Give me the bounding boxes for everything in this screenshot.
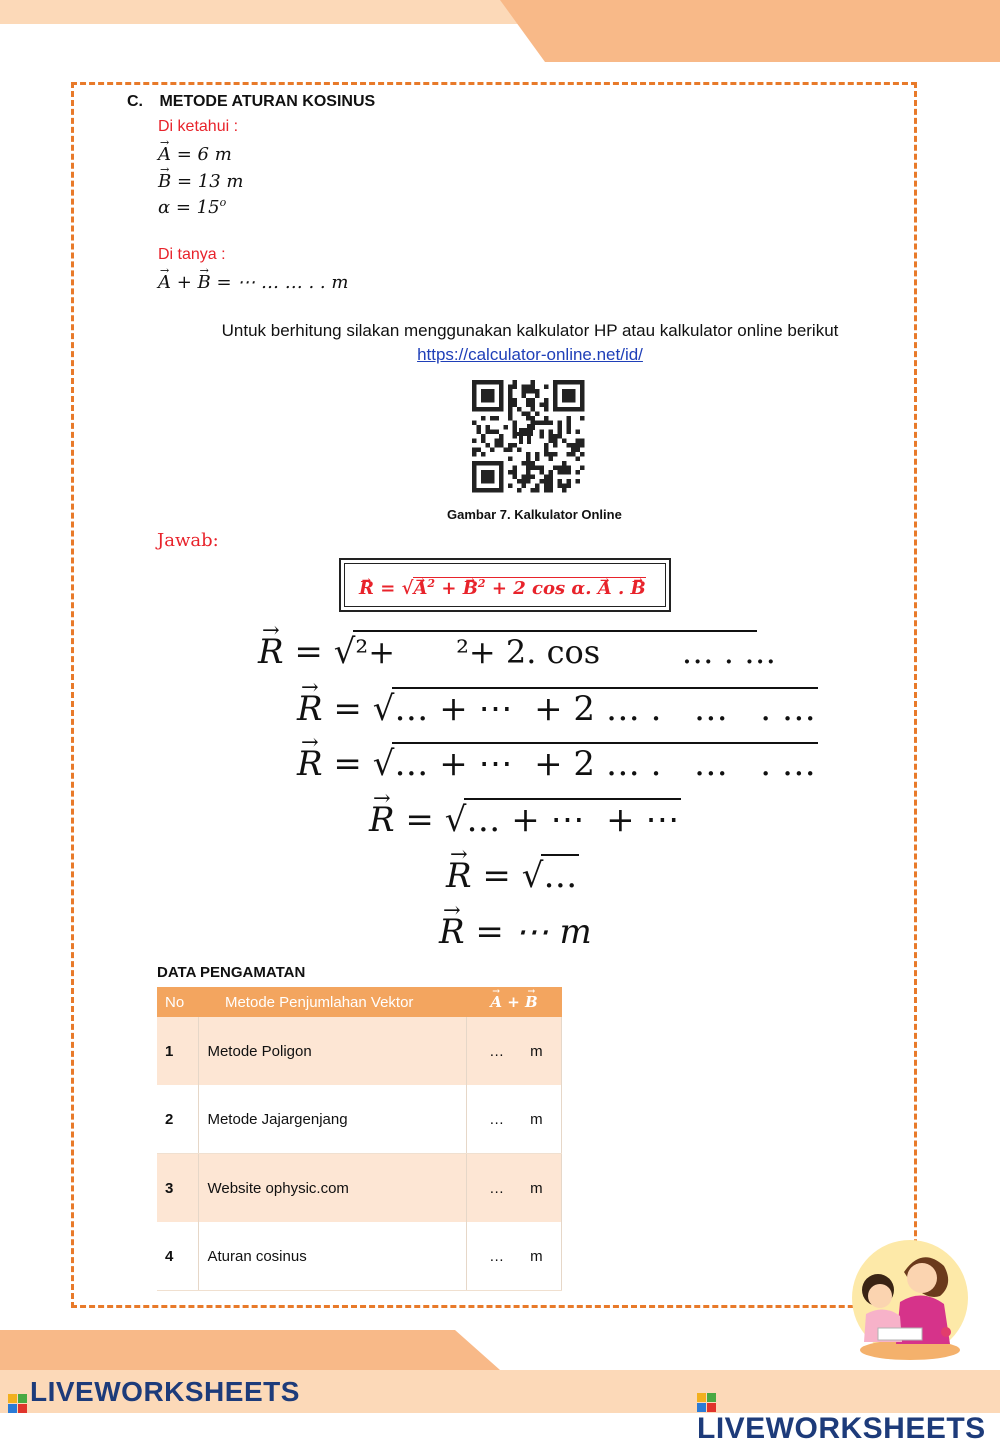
- liveworksheets-logo-icon: [8, 1394, 27, 1413]
- row-no: 2: [157, 1085, 199, 1154]
- liveworksheets-logo-left: LIVEWORKSHEETS: [8, 1376, 300, 1413]
- row-result: … m: [467, 1154, 562, 1223]
- table-header-no: No: [157, 987, 199, 1017]
- given-line-a: → A = 6 m: [158, 144, 232, 165]
- row-result: … m: [467, 1017, 562, 1085]
- equation-step-6: → R = ⋯ m: [439, 912, 592, 952]
- vector-a-symbol: → A: [158, 144, 171, 165]
- liveworksheets-logo-icon: [697, 1393, 716, 1412]
- equation-step-4: → R = √… + ⋯ + ⋯: [369, 798, 681, 840]
- observation-table: [157, 987, 562, 1291]
- qr-code-image: [472, 380, 588, 494]
- section-title: METODE ATURAN KOSINUS: [159, 93, 376, 110]
- top-banner: [0, 0, 1000, 70]
- table-header-result: → A + → B: [467, 987, 562, 1017]
- row-method: Aturan cosinus: [199, 1222, 467, 1291]
- equation-step-3: → R = √… + ⋯ + 2 … . … . …: [297, 742, 818, 784]
- row-result: … m: [467, 1222, 562, 1291]
- row-no: 4: [157, 1222, 199, 1291]
- asked-heading: Di tanya :: [158, 246, 226, 263]
- row-method: Website ophysic.com: [199, 1154, 467, 1223]
- row-method: Metode Jajargenjang: [199, 1085, 467, 1154]
- row-no: 3: [157, 1154, 199, 1223]
- asked-line: → A + → B = ⋯ … … . . m: [158, 272, 348, 293]
- table-row: [157, 1222, 562, 1291]
- vector-b-symbol: → B: [158, 171, 171, 192]
- table-row: [157, 1154, 562, 1223]
- section-label: C.: [127, 93, 143, 110]
- table-row: [157, 1017, 562, 1085]
- given-heading: Di ketahui :: [158, 118, 239, 135]
- section-heading: [127, 93, 375, 111]
- instruction-text: Untuk berhitung silakan menggunakan kalkulator HP atau kalkulator online berikut: [221, 321, 839, 340]
- equation-step-1-body: ²+ ²+ 2. cos … . …: [355, 633, 777, 671]
- equation-step-5: → R = √…: [446, 854, 579, 896]
- row-method: Metode Poligon: [199, 1017, 467, 1085]
- answer-heading: Jawab:: [157, 530, 219, 551]
- row-result: … m: [467, 1085, 562, 1154]
- given-line-alpha: $\alpha = 15^o$: [158, 196, 227, 218]
- figure-caption: Gambar 7. Kalkulator Online: [447, 507, 622, 522]
- equation-step-2: → R = √… + ⋯ + 2 … . … . …: [297, 687, 818, 729]
- observation-title: DATA PENGAMATAN: [157, 964, 306, 981]
- liveworksheets-logo-right: LIVEWORKSHEETS: [697, 1374, 1000, 1446]
- calculator-link[interactable]: https://calculator-online.net/id/: [417, 345, 643, 364]
- table-header-method: Metode Penjumlahan Vektor: [199, 987, 467, 1017]
- equation-step-1: → R = √²+ ²+ 2. cos … . …: [258, 630, 757, 672]
- table-row: [157, 1085, 562, 1154]
- formula-text: → R = √→ $A^2$ + → $B^2 + 2$ cos α. → A . → B: [344, 563, 666, 607]
- row-no: 1: [157, 1017, 199, 1085]
- given-line-b: → B = 13 m: [158, 171, 243, 192]
